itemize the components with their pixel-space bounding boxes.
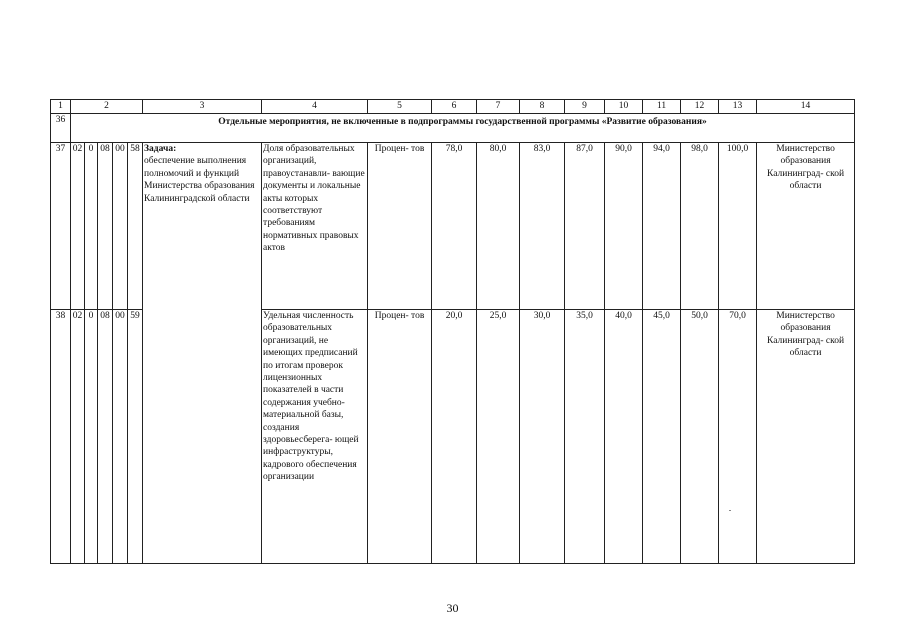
header-cell: 3 <box>143 100 262 114</box>
unit-cell: Процен- тов <box>368 143 432 310</box>
header-cell: 5 <box>368 100 432 114</box>
value-cell: 83,0 <box>520 143 565 310</box>
task-text: обеспечение выполнения полномочий и функций Министерства образования Калининградской области <box>144 156 255 204</box>
responsible-cell: Министерство образования Калининград- ской области <box>757 143 855 310</box>
value-cell: 35,0 <box>565 310 605 564</box>
task-label: Задача: <box>144 144 177 154</box>
task-cell <box>143 143 262 564</box>
value-cell: 87,0 <box>565 143 605 310</box>
header-cell: 11 <box>643 100 681 114</box>
header-cell: 6 <box>432 100 477 114</box>
header-cell: 9 <box>565 100 605 114</box>
responsible-cell: Министерство образования Калининград- ской области <box>757 310 855 564</box>
code-cell: 0 <box>85 143 98 310</box>
header-cell: 4 <box>262 100 368 114</box>
unit-cell: Процен- тов <box>368 310 432 564</box>
value-cell: 40,0 <box>605 310 643 564</box>
value-cell: 100,0 <box>719 143 757 310</box>
value-cell: 80,0 <box>477 143 520 310</box>
value-cell: 94,0 <box>643 143 681 310</box>
header-cell: 8 <box>520 100 565 114</box>
code-cell: 08 <box>98 310 113 564</box>
section-number: 36 <box>51 114 71 143</box>
row-number: 38 <box>51 310 71 564</box>
value-cell: 98,0 <box>681 143 719 310</box>
code-cell: 08 <box>98 143 113 310</box>
value-cell: 30,0 <box>520 310 565 564</box>
scan-artifact <box>729 510 731 511</box>
header-cell: 13 <box>719 100 757 114</box>
page-number: 30 <box>446 601 459 615</box>
indicator-cell: Удельная численность образовательных организаций, не имеющих предписаний по итогам проверок лицензионных показателей в части содержания учебно- материальной базы, создания здоровьесберега- ющей инфраструктуры, кадрового обеспечения организации <box>262 310 368 564</box>
indicators-table <box>50 99 855 564</box>
code-cell: 02 <box>71 310 85 564</box>
code-cell: 0 <box>85 310 98 564</box>
code-cell: 00 <box>113 310 128 564</box>
header-cell: 14 <box>757 100 855 114</box>
header-cell: 7 <box>477 100 520 114</box>
table-row <box>51 143 855 310</box>
value-cell: 50,0 <box>681 310 719 564</box>
section-row <box>51 114 855 143</box>
header-cell: 10 <box>605 100 643 114</box>
indicator-cell: Доля образовательных организаций, правоустанавли- вающие документы и локальные акты которых соответствуют требованиям нормативных правовых актов <box>262 143 368 310</box>
header-cell: 1 <box>51 100 71 114</box>
value-cell: 25,0 <box>477 310 520 564</box>
row-number: 37 <box>51 143 71 310</box>
value-cell: 45,0 <box>643 310 681 564</box>
value-cell: 90,0 <box>605 143 643 310</box>
code-cell: 02 <box>71 143 85 310</box>
code-cell: 00 <box>113 143 128 310</box>
code-cell: 58 <box>128 143 143 310</box>
value-cell: 70,0 <box>719 310 757 564</box>
header-row <box>51 100 855 114</box>
header-cell: 2 <box>71 100 143 114</box>
header-cell: 12 <box>681 100 719 114</box>
section-title: Отдельные мероприятия, не включенные в подпрограммы государственной программы «Развитие образования» <box>71 114 855 143</box>
value-cell: 78,0 <box>432 143 477 310</box>
code-cell: 59 <box>128 310 143 564</box>
value-cell: 20,0 <box>432 310 477 564</box>
